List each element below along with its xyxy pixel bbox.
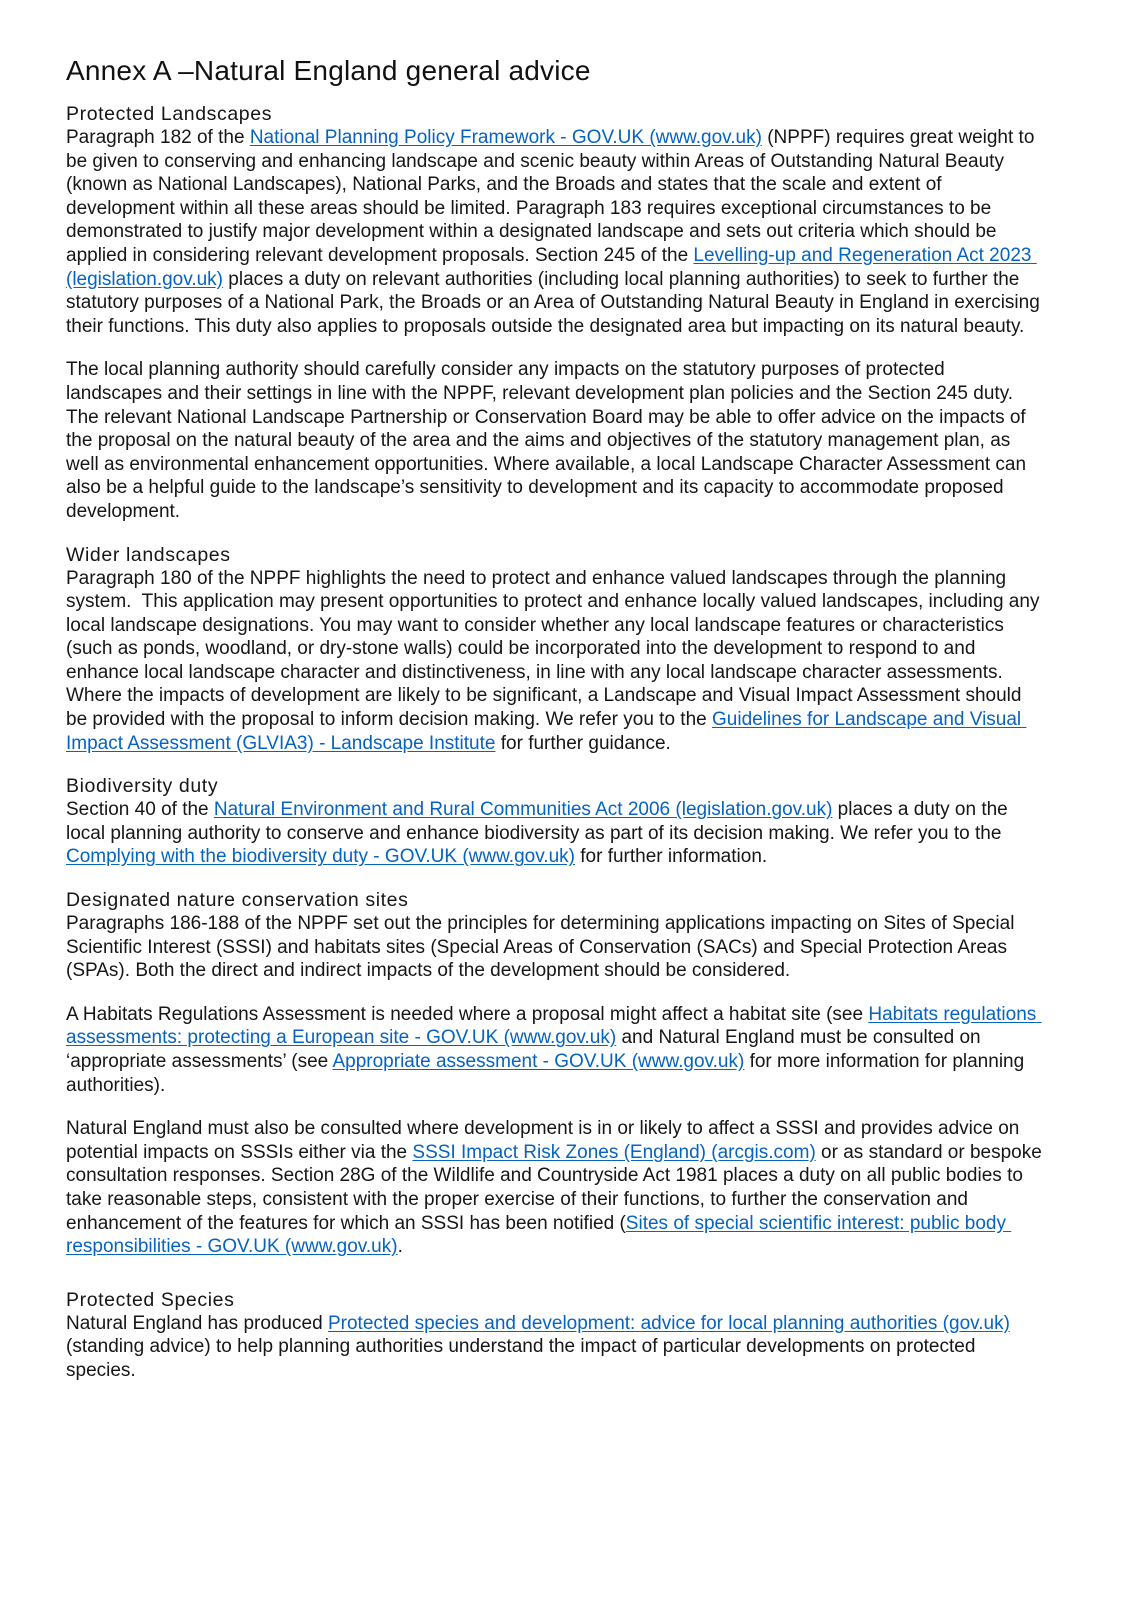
text-run: Natural England must also be consulted where development is in or likely to affect a SSSI and provides advice on potential impacts on SSSIs either via the [66, 1118, 1025, 1163]
hyperlink[interactable]: Protected species and development: advice for local planning authorities (gov.uk) [327, 1312, 1010, 1334]
text-run: for further guidance. [495, 732, 671, 754]
text-run: Paragraphs 186-188 of the NPPF set out the principles for determining applications impacting on Sites of Special Scientific Interest (SSSI) and habitats sites (Special Areas of Conservation (SACs) and Special Protection Areas (SPAs). Both the direct and indirect impacts of the development should be considered. [66, 913, 1020, 982]
section-heading: Wider landscapes [66, 543, 231, 566]
text-run: Paragraph 182 of the [66, 127, 250, 148]
text-run: . [397, 1236, 403, 1258]
text-run: Natural England has produced [66, 1312, 328, 1334]
paragraph [66, 912, 1042, 983]
document-section [66, 103, 1046, 524]
hyperlink[interactable]: SSSI Impact Risk Zones (England) (arcgis.com) [412, 1141, 816, 1163]
text-run: or as standard or bespoke consultation responses. Section 28G of the Wildlife and Countryside Act 1981 places a duty on all public bodies to take reasonable steps, consistent with the proper exercise of their functions, to further the conservation and enhancement of the features for which an SSSI has been notified ( [66, 1141, 1048, 1234]
text-run: and Natural England must be consulted on ‘appropriate assessments’ (see [66, 1027, 986, 1072]
document-section [66, 889, 1048, 1259]
paragraph [66, 1003, 1042, 1097]
document-section [66, 543, 1045, 756]
paragraph [66, 126, 1046, 338]
hyperlink[interactable]: Guidelines for Landscape and Visual Impact Assessment (GLVIA3) - Landscape Institute [66, 709, 1027, 754]
text-run: The local planning authority should carefully consider any impacts on the statutory purposes of protected landscapes and their settings in line with the NPPF, relevant development plan policies and the Section 245 duty. The relevant National Landscape Partnership or Conservation Board may be able to offer advice on the impacts of the proposal on the natural beauty of the area and the aims and objectives of the statutory management plan, as well as environmental enhancement opportunities. Where available, a local Landscape Character Assessment can also be a helpful guide to the landscape’s sensitivity to development and its capacity to accommodate proposed development. [66, 359, 1032, 522]
section-heading: Designated nature conservation sites [66, 889, 409, 912]
text-run: A Habitats Regulations Assessment is needed where a proposal might affect a habitat site (see [66, 1003, 869, 1025]
paragraph [66, 1312, 1042, 1383]
paragraph [66, 1117, 1048, 1259]
page-title: Annex A –Natural England general advice [66, 55, 591, 86]
text-run: (NPPF) requires great weight to be given to conserving and enhancing landscape and scenic beauty within Areas of Outstanding Natural Beauty (known as National Landscapes), National Parks, and the Broads and states that the scale and extent of development within all these areas should be limited. Paragraph 183 requires exceptional circumstances to be demonstrated to justify major development within a designated landscape and sets out criteria which should be applied in considering relevant development proposals. Section 245 of the [66, 127, 1040, 266]
hyperlink[interactable]: Sites of special scientific interest: public body responsibilities - GOV.UK (www.gov.uk) [66, 1212, 1012, 1258]
document-body [66, 103, 1048, 1383]
hyperlink[interactable]: Habitats regulations assessments: protecting a European site - GOV.UK (www.gov.uk) [66, 1003, 1042, 1049]
text-run: places a duty on relevant authorities (including local planning authorities) to seek to further the statutory purposes of a National Park, the Broads or an Area of Outstanding Natural Beauty in England in exercising their functions. This duty also applies to proposals outside the designated area but impacting on its natural beauty. [66, 268, 1046, 337]
paragraph [66, 358, 1042, 523]
hyperlink[interactable]: Complying with the biodiversity duty - GOV.UK (www.gov.uk) [66, 846, 575, 868]
text-run: Section 40 of the [66, 799, 214, 821]
text-run: (standing advice) to help planning authorities understand the impact of particular developments on protected species. [66, 1312, 1016, 1381]
document-section [66, 1289, 1042, 1383]
hyperlink[interactable]: Appropriate assessment - GOV.UK (www.gov.uk) [332, 1051, 745, 1072]
hyperlink[interactable]: Natural Environment and Rural Communities Act 2006 (legislation.gov.uk) [213, 799, 833, 821]
document-section [66, 775, 1042, 869]
text-run: for more information for planning authorities). [66, 1051, 1030, 1096]
section-heading: Protected Species [66, 1288, 235, 1311]
paragraph [66, 798, 1042, 869]
paragraph [66, 567, 1045, 756]
section-heading: Protected Landscapes [66, 103, 273, 125]
section-heading: Biodiversity duty [66, 775, 219, 798]
text-run: Paragraph 180 of the NPPF highlights the need to protect and enhance valued landscapes through the planning system. This application may present opportunities to protect and enhance locally valued landscapes, including any local landscape designations. You may want to consider whether any local landscape features or characteristics (such as ponds, woodland, or dry-stone walls) could be incorporated into the development to respond to and enhance local landscape character and distinctiveness, in line with any local landscape character assessments. Where the impacts of development are likely to be significant, a Landscape and Visual Impact Assessment should be provided with the proposal to inform decision making. We refer you to the [66, 567, 1045, 731]
text-run: places a duty on the local planning authority to conserve and enhance biodiversity as part of its decision making. We refer you to the [66, 799, 1014, 844]
text-run: for further information. [574, 846, 768, 868]
hyperlink[interactable]: National Planning Policy Framework - GOV.UK (www.gov.uk) [249, 127, 762, 148]
hyperlink[interactable]: Levelling-up and Regeneration Act 2023 (legislation.gov.uk) [66, 244, 1037, 290]
